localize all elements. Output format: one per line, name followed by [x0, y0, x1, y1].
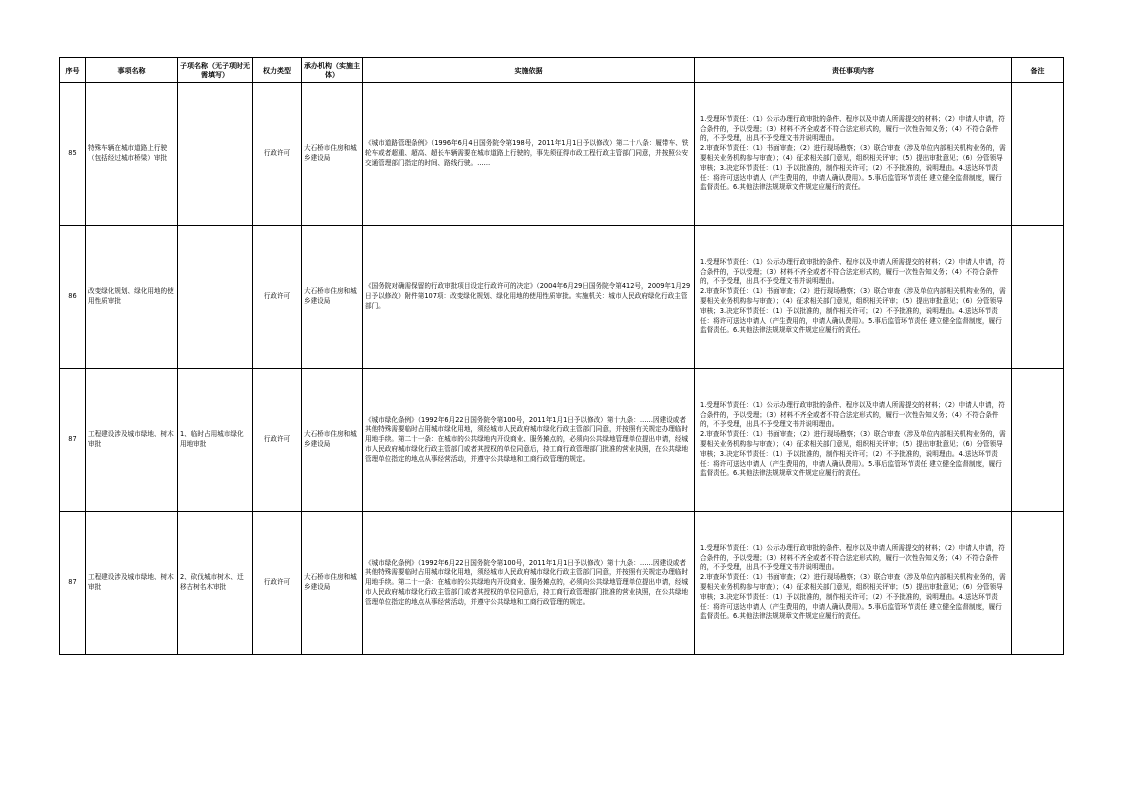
cell-duty — [695, 83, 1012, 226]
cell-name: 工程建设涉及城市绿地、树木审批 — [86, 369, 178, 512]
cell-type: 行政许可 — [253, 83, 302, 226]
table-row — [60, 83, 1064, 226]
duty-text: 1.受理环节责任：（1）公示办理行政审批的条件、程序以及申请人所需提交的材料；（2）申请人申请，符合条件的，予以受理；（3）材料不齐全或者不符合法定形式的，履行一次性告知义务；（4）不符合条件的，不予受理，出具不予受理文书并说明理由。 2.审查环节责任：（1）书面审查；（2）进行现场勘察；（3）联合审查（涉及单位内部相关机构业务的，需要相关业务机构参与审查）；（4）征求相关部门意见，组织相关评审；（5）提出审批意见；（6）分管领导审核；3.决定环节责任：（1）予以批准的，制作相关许可；（2）不予批准的，说明理由。4.送达环节责任：将许可送达申请人（产生费用的，申请人确认费用）。5.事后监管环节责任 建立健全监督制度，履行监督责任。6.其他法律法规规章文件规定应履行的责任。 — [700, 400, 1006, 478]
cell-sub: 1、临时占用城市绿化用地审批 — [178, 369, 253, 512]
cell-type: 行政许可 — [253, 226, 302, 369]
header-row — [60, 58, 1064, 83]
cell-name: 改变绿化规划、绿化用地的使用性质审批 — [86, 226, 178, 369]
header-name: 事项名称 — [86, 58, 178, 83]
cell-note — [1012, 369, 1064, 512]
cell-note — [1012, 83, 1064, 226]
cell-type: 行政许可 — [253, 512, 302, 655]
cell-sub — [178, 226, 253, 369]
header-no: 序号 — [60, 58, 86, 83]
cell-note — [1012, 226, 1064, 369]
cell-org: 大石桥市住房和城乡建设局 — [302, 512, 363, 655]
table-row — [60, 369, 1064, 512]
table-row — [60, 512, 1064, 655]
cell-basis: 《国务院对确需保留的行政审批项目设定行政许可的决定》（2004年6月29日国务院令第412号，2009年1月29日予以修改）附件第107项：改变绿化规划、绿化用地的使用性质审批。实施机关：城市人民政府绿化行政主管部门。 — [363, 226, 695, 369]
cell-org: 大石桥市住房和城乡建设局 — [302, 226, 363, 369]
cell-no: 86 — [60, 226, 86, 369]
cell-sub — [178, 83, 253, 226]
power-list-table — [59, 57, 1064, 655]
duty-text: 1.受理环节责任：（1）公示办理行政审批的条件、程序以及申请人所需提交的材料；（2）申请人申请，符合条件的，予以受理；（3）材料不齐全或者不符合法定形式的，履行一次性告知义务；（4）不符合条件的，不予受理，出具不予受理文书并说明理由。 2.审查环节责任：（1）书面审查；（2）进行现场勘察；（3）联合审查（涉及单位内部相关机构业务的，需要相关业务机构参与审查）；（4）征求相关部门意见，组织相关评审；（5）提出审批意见；（6）分管领导审核；3.决定环节责任：（1）予以批准的，制作相关许可；（2）不予批准的，说明理由。4.送达环节责任：将许可送达申请人（产生费用的，申请人确认费用）。5.事后监管环节责任 建立健全监督制度，履行监督责任。6.其他法律法规规章文件规定应履行的责任。 — [700, 257, 1006, 335]
cell-note — [1012, 512, 1064, 655]
cell-org: 大石桥市住房和城乡建设局 — [302, 369, 363, 512]
cell-basis: 《城市绿化条例》（1992年6月22日国务院令第100号，2011年1月1日予以修改）第十九条：……因建设或者其他特殊需要临时占用城市绿化用地，须经城市人民政府城市绿化行政主管部门同意，并按照有关规定办理临时用地手续。第二十一条：在城市的公共绿地内开设商业、服务摊点的，必须向公共绿地管理单位提出申请，经城市人民政府城市绿化行政主管部门或者其授权的单位同意后，持工商行政管理部门批准的营业执照，在公共绿地管理单位指定的地点从事经营活动，并遵守公共绿地和工商行政管理的规定。 — [363, 512, 695, 655]
cell-duty — [695, 226, 1012, 369]
header-basis: 实施依据 — [363, 58, 695, 83]
duty-text: 1.受理环节责任：（1）公示办理行政审批的条件、程序以及申请人所需提交的材料；（2）申请人申请，符合条件的，予以受理；（3）材料不齐全或者不符合法定形式的，履行一次性告知义务；（4）不符合条件的，不予受理，出具不予受理文书并说明理由。 2.审查环节责任：（1）书面审查；（2）进行现场勘察；（3）联合审查（涉及单位内部相关机构业务的，需要相关业务机构参与审查）；（4）征求相关部门意见，组织相关评审；（5）提出审批意见；（6）分管领导审核；3.决定环节责任：（1）予以批准的，制作相关许可；（2）不予批准的，说明理由。4.送达环节责任：将许可送达申请人（产生费用的，申请人确认费用）。5.事后监管环节责任 建立健全监督制度，履行监督责任。6.其他法律法规规章文件规定应履行的责任。 — [700, 543, 1006, 621]
cell-sub: 2、砍伐城市树木、迁移古树名木审批 — [178, 512, 253, 655]
cell-basis: 《城市道路管理条例》（1996年6月4日国务院令第198号，2011年1月1日予以修改）第二十八条：履带车、铁轮车或者超重、超高、超长车辆需要在城市道路上行驶的，事先须征得市政工程行政主管部门同意，并按照公安交通管理部门指定的时间、路线行驶。…… — [363, 83, 695, 226]
cell-org: 大石桥市住房和城乡建设局 — [302, 83, 363, 226]
table-row — [60, 226, 1064, 369]
duty-text: 1.受理环节责任：（1）公示办理行政审批的条件、程序以及申请人所需提交的材料；（2）申请人申请，符合条件的，予以受理；（3）材料不齐全或者不符合法定形式的，履行一次性告知义务；（4）不符合条件的，不予受理，出具不予受理文书并说明理由。 2.审查环节责任：（1）书面审查；（2）进行现场勘察；（3）联合审查（涉及单位内部相关机构业务的，需要相关业务机构参与审查）；（4）征求相关部门意见，组织相关评审；（5）提出审批意见；（6）分管领导审核；3.决定环节责任：（1）予以批准的，制作相关许可；（2）不予批准的，说明理由。4.送达环节责任：将许可送达申请人（产生费用的，申请人确认费用）。5.事后监管环节责任 建立健全监督制度，履行监督责任。6.其他法律法规规章文件规定应履行的责任。 — [700, 114, 1006, 192]
cell-name: 特殊车辆在城市道路上行驶（包括经过城市桥梁）审批 — [86, 83, 178, 226]
cell-duty — [695, 512, 1012, 655]
header-sub: 子项名称（无子项时无需填写） — [178, 58, 253, 83]
cell-basis: 《城市绿化条例》（1992年6月22日国务院令第100号，2011年1月1日予以修改）第十九条：……因建设或者其他特殊需要临时占用城市绿化用地，须经城市人民政府城市绿化行政主管部门同意，并按照有关规定办理临时用地手续。第二十一条：在城市的公共绿地内开设商业、服务摊点的，必须向公共绿地管理单位提出申请，经城市人民政府城市绿化行政主管部门或者其授权的单位同意后，持工商行政管理部门批准的营业执照，在公共绿地管理单位指定的地点从事经营活动，并遵守公共绿地和工商行政管理的规定。 — [363, 369, 695, 512]
header-note: 备注 — [1012, 58, 1064, 83]
cell-no: 87 — [60, 512, 86, 655]
cell-name: 工程建设涉及城市绿地、树木审批 — [86, 512, 178, 655]
cell-no: 85 — [60, 83, 86, 226]
header-type: 权力类型 — [253, 58, 302, 83]
cell-type: 行政许可 — [253, 369, 302, 512]
header-org: 承办机构（实施主体） — [302, 58, 363, 83]
cell-duty — [695, 369, 1012, 512]
header-duty: 责任事项内容 — [695, 58, 1012, 83]
cell-no: 87 — [60, 369, 86, 512]
